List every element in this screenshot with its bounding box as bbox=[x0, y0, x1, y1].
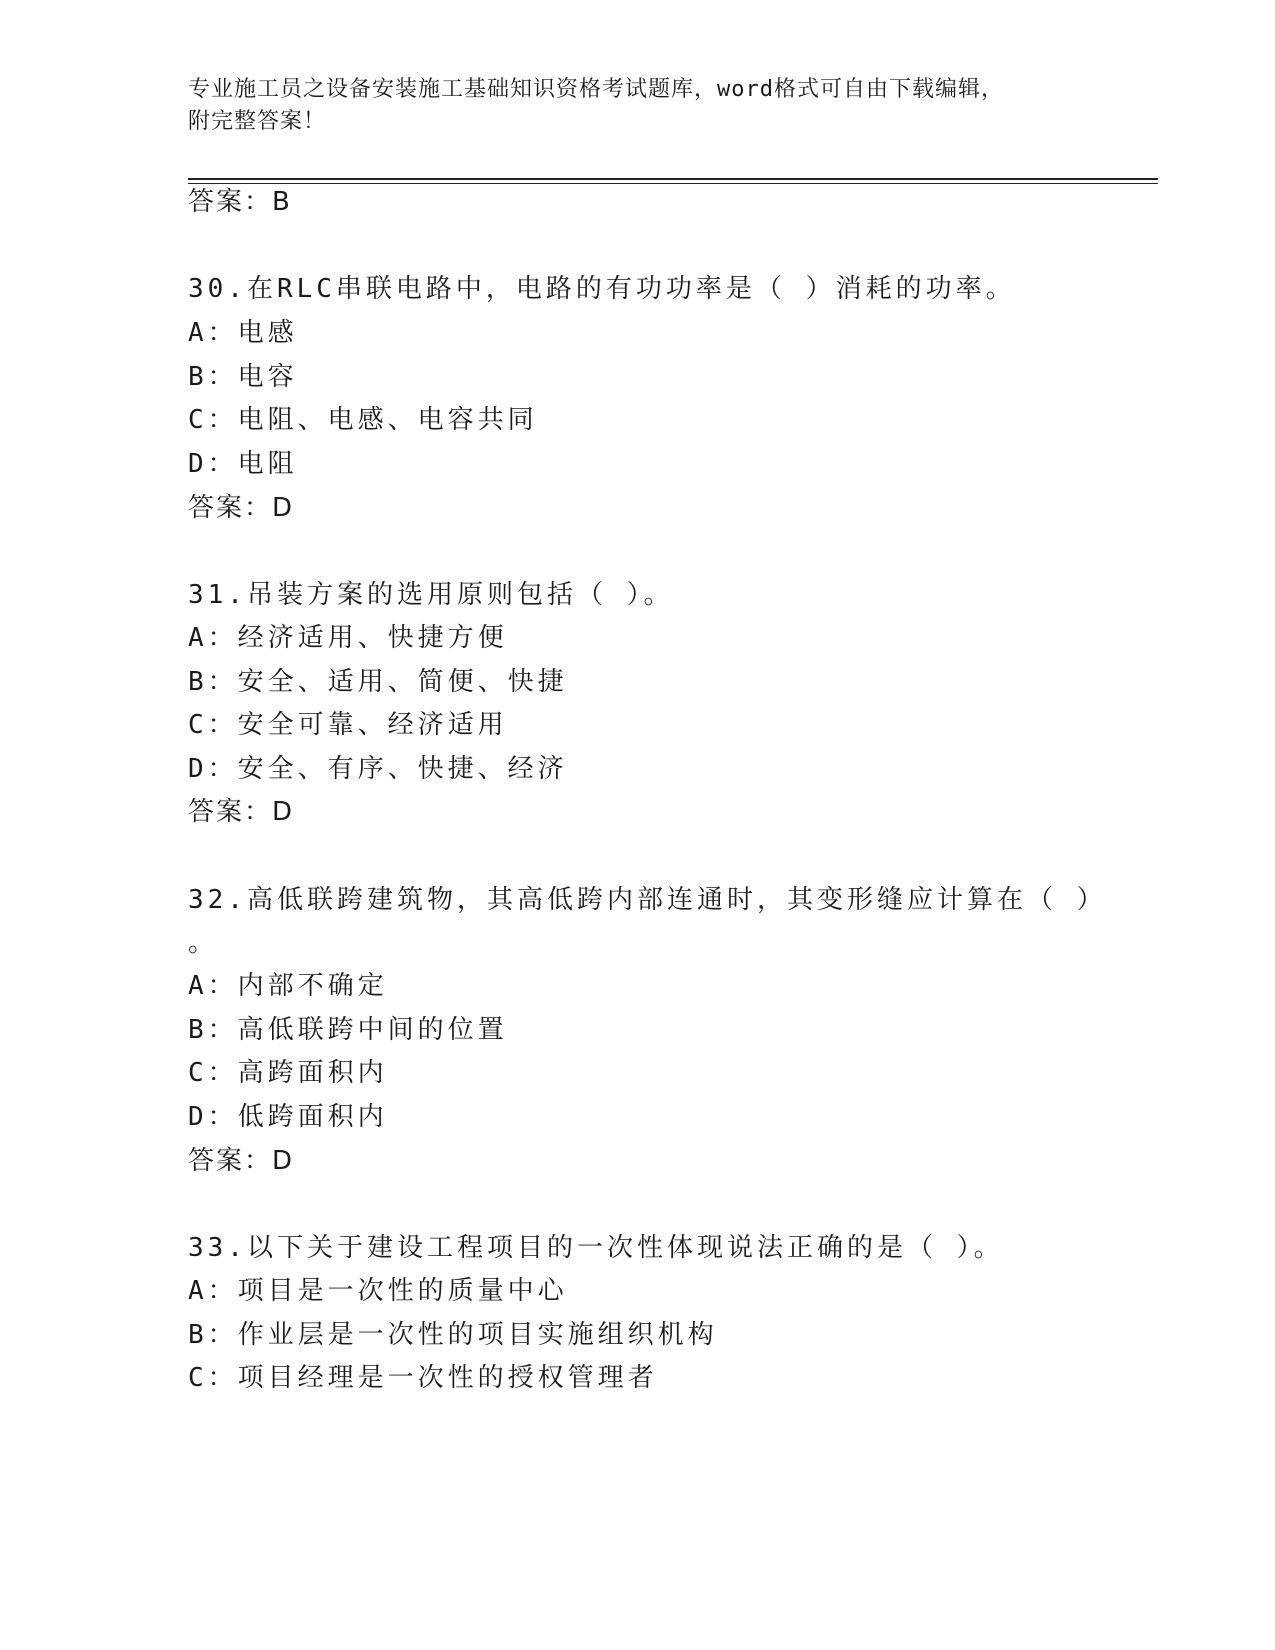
question-32-stem-continuation: 。 bbox=[188, 928, 219, 958]
header-line-1: 专业施工员之设备安装施工基础知识资格考试题库，word格式可自由下载编辑， bbox=[188, 77, 1004, 102]
document-header bbox=[188, 74, 1058, 138]
question-30-option-c: C：电阻、电感、电容共同 bbox=[188, 405, 538, 435]
question-31-option-c: C：安全可靠、经济适用 bbox=[188, 710, 508, 740]
question-33-option-c: C：项目经理是一次性的授权管理者 bbox=[188, 1363, 658, 1393]
header-line-2: 附完整答案！ bbox=[188, 109, 327, 134]
question-30-option-a: A：电感 bbox=[188, 318, 298, 348]
question-31-stem: 31.吊装方案的选用原则包括（ ）。 bbox=[188, 580, 674, 610]
question-32-stem: 32.高低联跨建筑物，其高低跨内部连通时，其变形缝应计算在（ ） bbox=[188, 885, 1107, 915]
question-33-option-a: A：项目是一次性的质量中心 bbox=[188, 1276, 568, 1306]
question-33-stem: 33.以下关于建设工程项目的一次性体现说法正确的是（ ）。 bbox=[188, 1233, 1004, 1263]
question-32-option-a: A：内部不确定 bbox=[188, 971, 388, 1001]
question-32-option-d: D：低跨面积内 bbox=[188, 1102, 388, 1132]
question-32-option-b: B：高低联跨中间的位置 bbox=[188, 1015, 508, 1045]
question-32-answer: 答案：D bbox=[188, 1146, 295, 1176]
question-32-option-c: C：高跨面积内 bbox=[188, 1058, 388, 1088]
question-33-option-b: B：作业层是一次性的项目实施组织机构 bbox=[188, 1320, 718, 1350]
header-divider bbox=[188, 178, 1158, 180]
question-30-stem: 30.在RLC串联电路中，电路的有功功率是（ ）消耗的功率。 bbox=[188, 274, 1016, 304]
question-31-answer: 答案：D bbox=[188, 797, 295, 827]
question-30-option-b: B：电容 bbox=[188, 362, 298, 392]
question-31-option-d: D：安全、有序、快捷、经济 bbox=[188, 754, 568, 784]
question-31-option-a: A：经济适用、快捷方便 bbox=[188, 623, 508, 653]
header-divider-thin bbox=[188, 183, 1158, 184]
question-31-option-b: B：安全、适用、简便、快捷 bbox=[188, 667, 568, 697]
question-30-answer: 答案：D bbox=[188, 493, 295, 523]
previous-answer: 答案：B bbox=[188, 187, 292, 217]
question-30-option-d: D：电阻 bbox=[188, 449, 298, 479]
